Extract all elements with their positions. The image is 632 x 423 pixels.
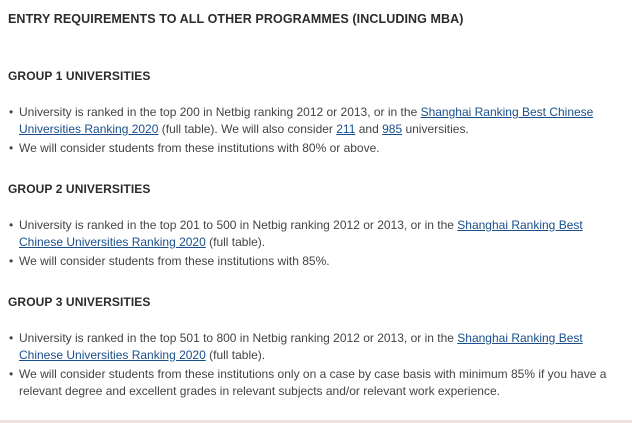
list-item: • We will consider students from these institutions with 85%. — [9, 254, 330, 268]
group-1-heading: GROUP 1 UNIVERSITIES — [8, 69, 151, 83]
group-3-heading: GROUP 3 UNIVERSITIES — [8, 295, 151, 309]
shanghai-ranking-link[interactable]: Shanghai Ranking Best Chinese Universities Ranking 2020 — [19, 218, 583, 249]
list-item: • University is ranked in the top 201 to 500 in Netbig ranking 2012 or 2013, or in the Shanghai Ranking Best Chinese Universities Ranking 2020 (full table). — [9, 218, 583, 249]
bullet-icon: • — [9, 218, 14, 232]
bullet-icon: • — [9, 331, 14, 345]
shanghai-ranking-link[interactable]: Shanghai Ranking Best Chinese Universities Ranking 2020 — [19, 105, 594, 136]
list-item: • We will consider students from these institutions only on a case by case basis with minimum 85% if you have a relevant degree and excellent grades in relevant subjects and/or relevant work experience. — [9, 367, 607, 398]
list-item: • We will consider students from these institutions with 80% or above. — [9, 141, 380, 155]
bullet-icon: • — [9, 254, 14, 268]
shanghai-ranking-link[interactable]: Shanghai Ranking Best Chinese Universities Ranking 2020 — [19, 331, 583, 362]
list-item: • University is ranked in the top 200 in Netbig ranking 2012 or 2013, or in the Shanghai Ranking Best Chinese Universities Ranking 2020 (full table). We will also consider 211 and 985 universities. — [9, 105, 594, 136]
page-title: ENTRY REQUIREMENTS TO ALL OTHER PROGRAMMES (INCLUDING MBA) — [8, 12, 464, 26]
group-3-list — [8, 330, 626, 399]
group-2-heading: GROUP 2 UNIVERSITIES — [8, 182, 151, 196]
bullet-icon: • — [9, 141, 14, 155]
bullet-icon: • — [9, 367, 14, 381]
bullet-icon: • — [9, 105, 14, 119]
link-985[interactable]: 985 — [382, 121, 403, 136]
list-item: • University is ranked in the top 501 to 800 in Netbig ranking 2012 or 2013, or in the Shanghai Ranking Best Chinese Universities Ranking 2020 (full table). — [9, 331, 583, 362]
group-1-list — [8, 104, 626, 157]
link-211[interactable]: 211 — [336, 121, 356, 136]
group-2-list — [8, 217, 626, 270]
